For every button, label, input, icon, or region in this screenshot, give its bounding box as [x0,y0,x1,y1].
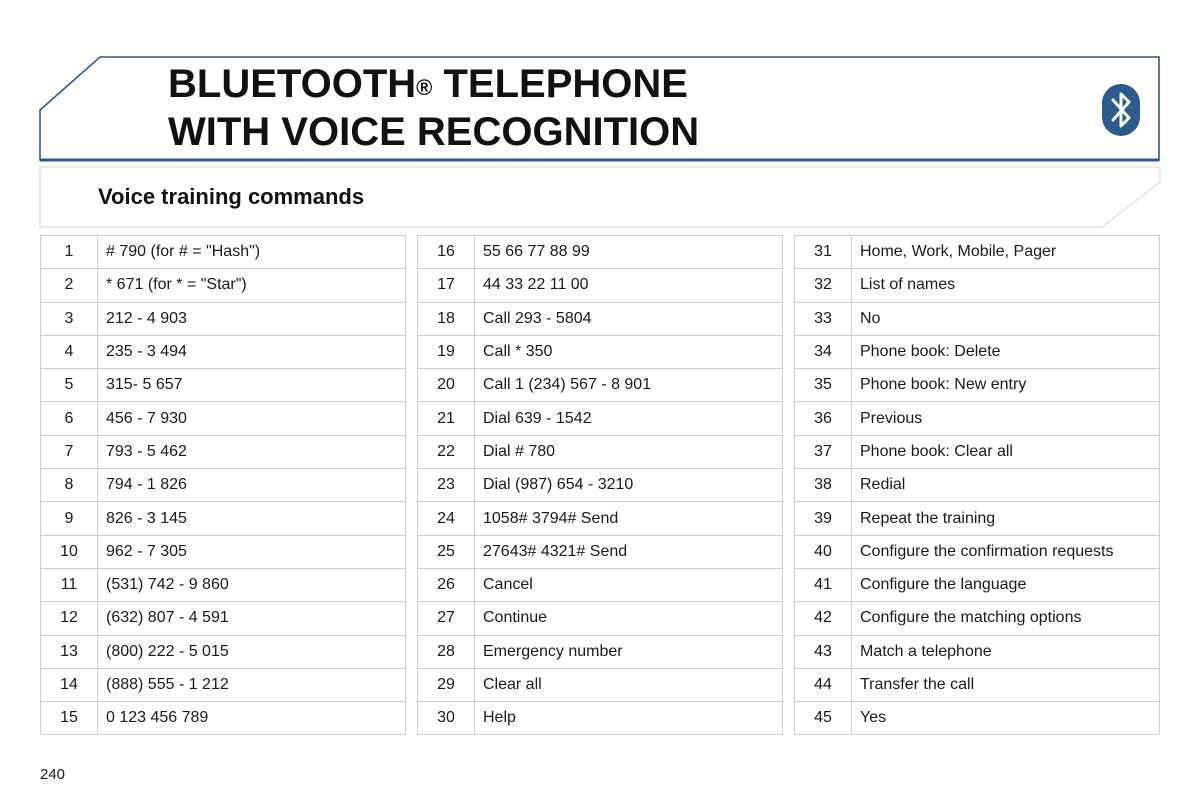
table-row [41,469,406,502]
command-text: Repeat the training [852,502,1160,535]
command-text: * 671 (for * = "Star") [98,269,406,302]
table-row [41,335,406,368]
command-text: (888) 555 - 1 212 [98,668,406,701]
table-row [41,568,406,601]
command-text: (800) 222 - 5 015 [98,635,406,668]
command-text: Previous [852,402,1160,435]
command-text: Emergency number [475,635,783,668]
command-text: Cancel [475,568,783,601]
command-text: Match a telephone [852,635,1160,668]
command-number: 31 [795,236,852,269]
command-number: 33 [795,302,852,335]
table-row [41,668,406,701]
table-row [795,269,1160,302]
command-number: 12 [41,602,98,635]
table-row [41,635,406,668]
table-row [41,602,406,635]
command-number: 22 [418,435,475,468]
command-number: 6 [41,402,98,435]
command-text: 44 33 22 11 00 [475,269,783,302]
command-number: 18 [418,302,475,335]
table-row [795,369,1160,402]
command-number: 8 [41,469,98,502]
table-row [795,668,1160,701]
command-number: 23 [418,469,475,502]
table-row [418,502,783,535]
command-number: 3 [41,302,98,335]
table-row [795,535,1160,568]
command-text: (632) 807 - 4 591 [98,602,406,635]
table-row [41,236,406,269]
table-row [418,568,783,601]
command-text: 456 - 7 930 [98,402,406,435]
command-number: 27 [418,602,475,635]
command-number: 42 [795,602,852,635]
command-text: Phone book: Clear all [852,435,1160,468]
command-text: Configure the matching options [852,602,1160,635]
command-text: Dial # 780 [475,435,783,468]
command-number: 25 [418,535,475,568]
command-number: 28 [418,635,475,668]
command-number: 11 [41,568,98,601]
command-text: Configure the confirmation requests [852,535,1160,568]
command-text: 0 123 456 789 [98,702,406,735]
title-line-2: WITH VOICE RECOGNITION [168,110,700,154]
command-text: Home, Work, Mobile, Pager [852,236,1160,269]
command-number: 15 [41,702,98,735]
command-text: Help [475,702,783,735]
command-number: 41 [795,568,852,601]
command-number: 5 [41,369,98,402]
command-number: 20 [418,369,475,402]
table-row [795,335,1160,368]
table-row [418,535,783,568]
command-number: 7 [41,435,98,468]
table-row [418,402,783,435]
command-text: Call * 350 [475,335,783,368]
table-row [418,236,783,269]
command-number: 45 [795,702,852,735]
command-text: Dial 639 - 1542 [475,402,783,435]
page-title [168,60,699,156]
command-text: (531) 742 - 9 860 [98,568,406,601]
command-number: 30 [418,702,475,735]
command-number: 37 [795,435,852,468]
table-row [41,302,406,335]
table-row [418,602,783,635]
table-row [418,469,783,502]
command-number: 10 [41,535,98,568]
command-text: Call 293 - 5804 [475,302,783,335]
command-number: 39 [795,502,852,535]
command-number: 43 [795,635,852,668]
command-number: 19 [418,335,475,368]
command-number: 24 [418,502,475,535]
table-row [41,402,406,435]
command-text: Continue [475,602,783,635]
command-number: 34 [795,335,852,368]
table-row [41,702,406,735]
command-number: 21 [418,402,475,435]
table-row [795,435,1160,468]
table-row [795,702,1160,735]
table-row [41,369,406,402]
command-number: 29 [418,668,475,701]
command-number: 32 [795,269,852,302]
table-row [795,469,1160,502]
table-row [418,302,783,335]
registered-mark: ® [416,75,433,100]
command-text: Redial [852,469,1160,502]
table-row [795,602,1160,635]
table-row [418,369,783,402]
command-text: Configure the language [852,568,1160,601]
command-number: 40 [795,535,852,568]
command-number: 2 [41,269,98,302]
command-text: 235 - 3 494 [98,335,406,368]
table-row [795,635,1160,668]
title-line-1: BLUETOOTH® TELEPHONE [168,62,688,106]
command-number: 4 [41,335,98,368]
command-text: 212 - 4 903 [98,302,406,335]
command-text: 826 - 3 145 [98,502,406,535]
table-row [41,502,406,535]
table-row [418,668,783,701]
command-number: 26 [418,568,475,601]
command-number: 14 [41,668,98,701]
command-number: 35 [795,369,852,402]
command-number: 44 [795,668,852,701]
bluetooth-icon [1102,84,1140,136]
command-text: 794 - 1 826 [98,469,406,502]
table-row [795,402,1160,435]
table-row [418,702,783,735]
table-row [795,302,1160,335]
command-text: 962 - 7 305 [98,535,406,568]
command-text: # 790 (for # = "Hash") [98,236,406,269]
command-text: 27643# 4321# Send [475,535,783,568]
table-row [418,335,783,368]
table-row [795,236,1160,269]
table-row [418,269,783,302]
section-title: Voice training commands [98,184,365,209]
command-text: Call 1 (234) 567 - 8 901 [475,369,783,402]
commands-table-1 [40,235,406,735]
command-text: List of names [852,269,1160,302]
command-text: 315- 5 657 [98,369,406,402]
command-number: 38 [795,469,852,502]
command-text: Clear all [475,668,783,701]
table-row [795,502,1160,535]
table-row [795,568,1160,601]
command-number: 9 [41,502,98,535]
table-row [418,435,783,468]
table-row [41,435,406,468]
command-text: Phone book: New entry [852,369,1160,402]
command-text: No [852,302,1160,335]
commands-table-3 [794,235,1160,735]
command-text: 55 66 77 88 99 [475,236,783,269]
command-number: 13 [41,635,98,668]
page-number: 240 [40,766,66,783]
command-text: Dial (987) 654 - 3210 [475,469,783,502]
commands-table-2 [417,235,783,735]
command-number: 1 [41,236,98,269]
table-row [41,535,406,568]
command-text: 1058# 3794# Send [475,502,783,535]
table-row [41,269,406,302]
command-number: 16 [418,236,475,269]
command-number: 36 [795,402,852,435]
command-text: Phone book: Delete [852,335,1160,368]
command-number: 17 [418,269,475,302]
command-text: Transfer the call [852,668,1160,701]
table-row [418,635,783,668]
command-text: 793 - 5 462 [98,435,406,468]
command-text: Yes [852,702,1160,735]
